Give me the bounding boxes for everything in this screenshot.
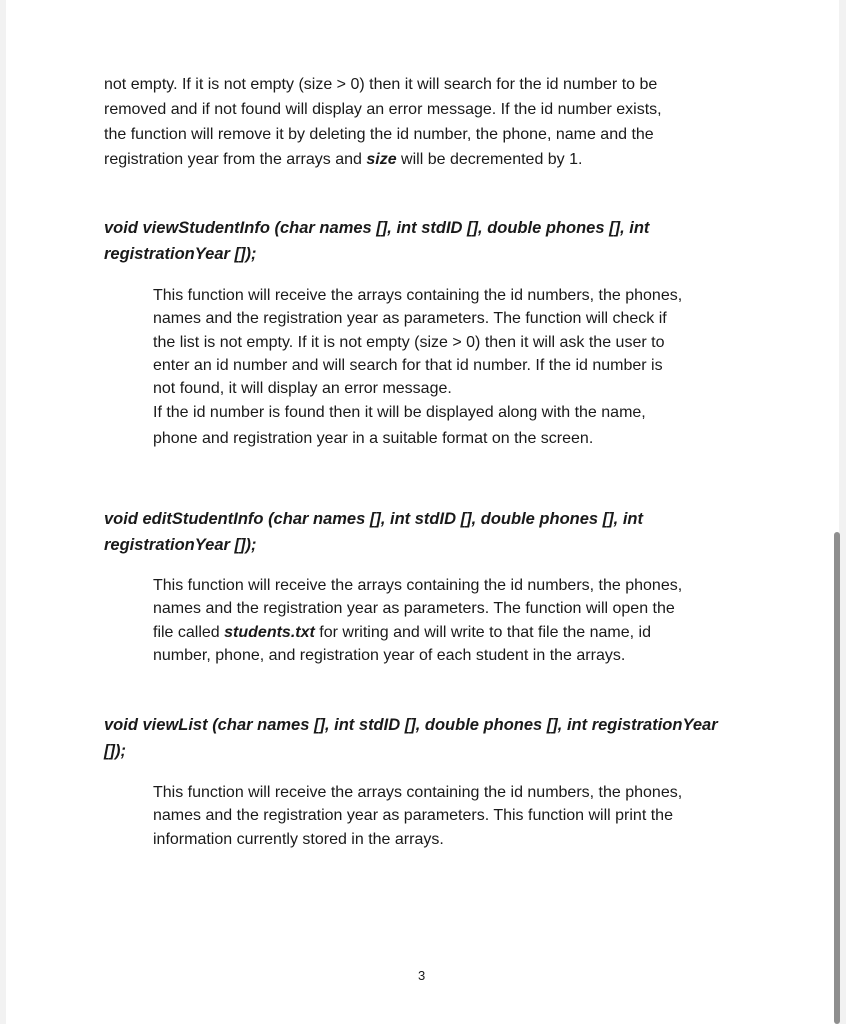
description-line: names and the registration year as parameters. This function will print the (153, 807, 673, 825)
description-viewstudentinfo (153, 284, 763, 400)
size-keyword: size (366, 151, 397, 168)
scrollbar-thumb[interactable] (834, 532, 840, 1024)
description-line: number, phone, and registration year of each student in the arrays. (153, 646, 626, 664)
intro-line-last (104, 147, 764, 172)
description-viewstudentinfo-extra (153, 400, 763, 452)
intro-line: removed and if not found will display an error message. If the id number exists, (104, 101, 662, 118)
document-page (6, 0, 839, 1024)
description-line: This function will receive the arrays containing the id numbers, the phones, (153, 287, 683, 304)
description-text: for writing and will write to that file the name, id (314, 623, 651, 641)
signature-line: void viewList (char names [], int stdID [], double phones [], int registrationYear (104, 716, 718, 734)
function-signature-viewlist (104, 712, 754, 764)
description-editstudentinfo (153, 574, 763, 667)
description-line: information currently stored in the arrays. (153, 830, 444, 848)
signature-line: registrationYear []); (104, 245, 257, 263)
intro-line: the function will remove it by deleting the id number, the phone, name and the (104, 126, 654, 143)
description-line: This function will receive the arrays containing the id numbers, the phones, (153, 577, 683, 594)
description-text: file called (153, 623, 225, 641)
signature-line: registrationYear []); (104, 536, 257, 554)
description-line: This function will receive the arrays containing the id numbers, the phones, (153, 784, 683, 801)
function-signature-editstudentinfo (104, 506, 754, 558)
description-line: phone and registration year in a suitable format on the screen. (153, 430, 594, 447)
description-line: enter an id number and will search for that id number. If the id number is (153, 356, 663, 374)
description-viewlist (153, 781, 763, 851)
description-line: names and the registration year as parameters. The function will check if (153, 310, 667, 328)
function-signature-viewstudentinfo (104, 215, 754, 267)
description-line: If the id number is found then it will be displayed along with the name, (153, 404, 646, 421)
description-line: the list is not empty. If it is not empty (size > 0) then it will ask the user to (153, 333, 665, 351)
page-number: 3 (418, 968, 426, 983)
description-line: not found, it will display an error message. (153, 380, 452, 398)
signature-line: void viewStudentInfo (char names [], int stdID [], double phones [], int (104, 219, 650, 237)
intro-line-text: registration year from the arrays and (104, 151, 367, 168)
file-name: students.txt (224, 623, 315, 641)
description-line (153, 621, 763, 644)
intro-line: not empty. If it is not empty (size > 0) then it will search for the id number to be (104, 76, 658, 93)
description-line: names and the registration year as parameters. The function will open the (153, 600, 675, 618)
signature-line: void editStudentInfo (char names [], int stdID [], double phones [], int (104, 510, 643, 528)
intro-paragraph (104, 72, 764, 172)
intro-tail: will be decremented by 1. (396, 151, 583, 168)
signature-line: []); (104, 742, 126, 760)
